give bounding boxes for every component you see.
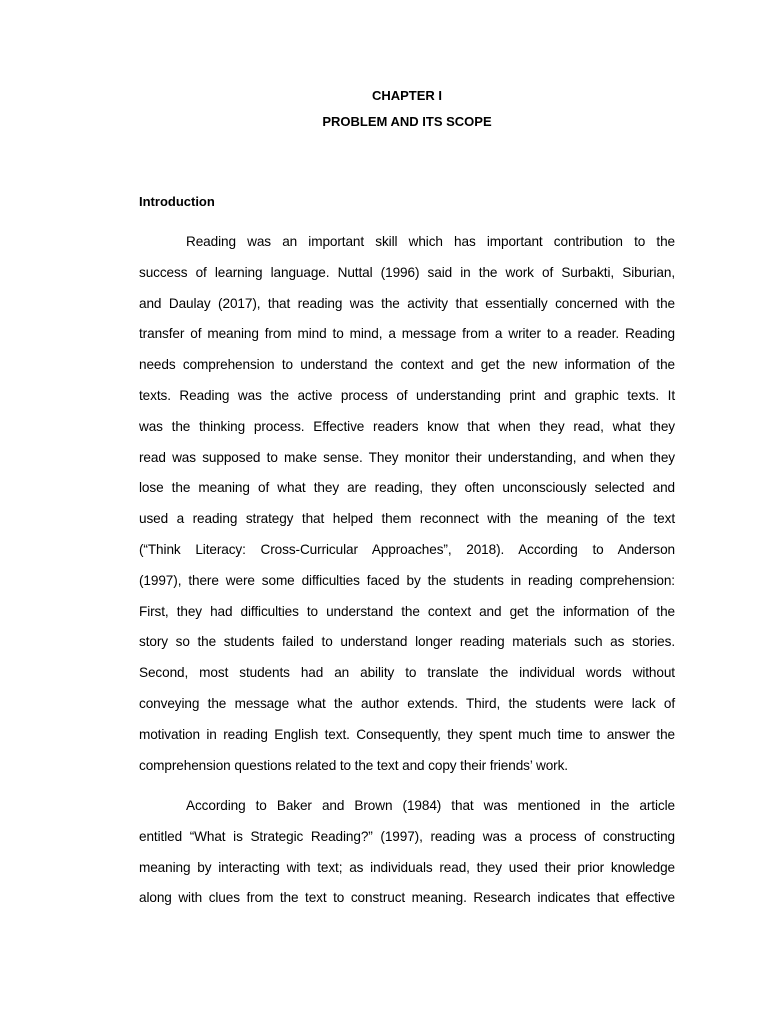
paragraph-1 xyxy=(139,227,675,781)
paragraph-line: read was supposed to make sense. They monitor their understanding, and when they xyxy=(139,449,675,465)
paragraph-line: motivation in reading English text. Consequently, they spent much time to answer the xyxy=(139,726,675,742)
paragraph-line: Reading was an important skill which has important contribution to the xyxy=(186,234,675,249)
paragraph-2 xyxy=(139,791,675,914)
paragraph-line: conveying the message what the author extends. Third, the students were lack of xyxy=(139,695,675,711)
paragraph-line: texts. Reading was the active process of understanding print and graphic texts. It xyxy=(139,387,675,403)
section-heading: Introduction xyxy=(139,194,215,209)
paragraph-line: success of learning language. Nuttal (1996) said in the work of Surbakti, Siburian, xyxy=(139,264,675,280)
paragraph-line: used a reading strategy that helped them reconnect with the meaning of the text xyxy=(139,511,675,527)
paragraph-line: entitled “What is Strategic Reading?” (1997), reading was a process of constructing xyxy=(139,828,675,844)
paragraph-line: story so the students failed to understand longer reading materials such as stories. xyxy=(139,634,675,650)
paragraph-line: needs comprehension to understand the context and get the new information of the xyxy=(139,357,675,373)
paragraph-line: comprehension questions related to the text and copy their friends’ work. xyxy=(139,757,568,773)
paragraph-line: was the thinking process. Effective readers know that when they read, what they xyxy=(139,418,675,434)
paragraph-line: and Daulay (2017), that reading was the activity that essentially concerned with the xyxy=(139,295,675,311)
paragraph-line: lose the meaning of what they are reading, they often unconsciously selected and xyxy=(139,480,675,496)
paragraph-line: (“Think Literacy: Cross-Curricular Approaches”, 2018). According to Anderson xyxy=(139,541,675,557)
paragraph-line: along with clues from the text to construct meaning. Research indicates that effective xyxy=(139,890,675,906)
chapter-title: PROBLEM AND ITS SCOPE xyxy=(322,114,492,129)
paragraph-line: Second, most students had an ability to translate the individual words without xyxy=(139,665,675,681)
paragraph-line: First, they had difficulties to understand the context and get the information of the xyxy=(139,603,675,619)
paragraph-line: (1997), there were some difficulties faced by the students in reading comprehension: xyxy=(139,572,675,588)
paragraph-line: According to Baker and Brown (1984) that was mentioned in the article xyxy=(186,798,675,813)
chapter-number: CHAPTER I xyxy=(371,88,443,103)
paragraph-line: transfer of meaning from mind to mind, a message from a writer to a reader. Reading xyxy=(139,326,675,342)
paragraph-line: meaning by interacting with text; as individuals read, they used their prior knowledge xyxy=(139,859,675,875)
